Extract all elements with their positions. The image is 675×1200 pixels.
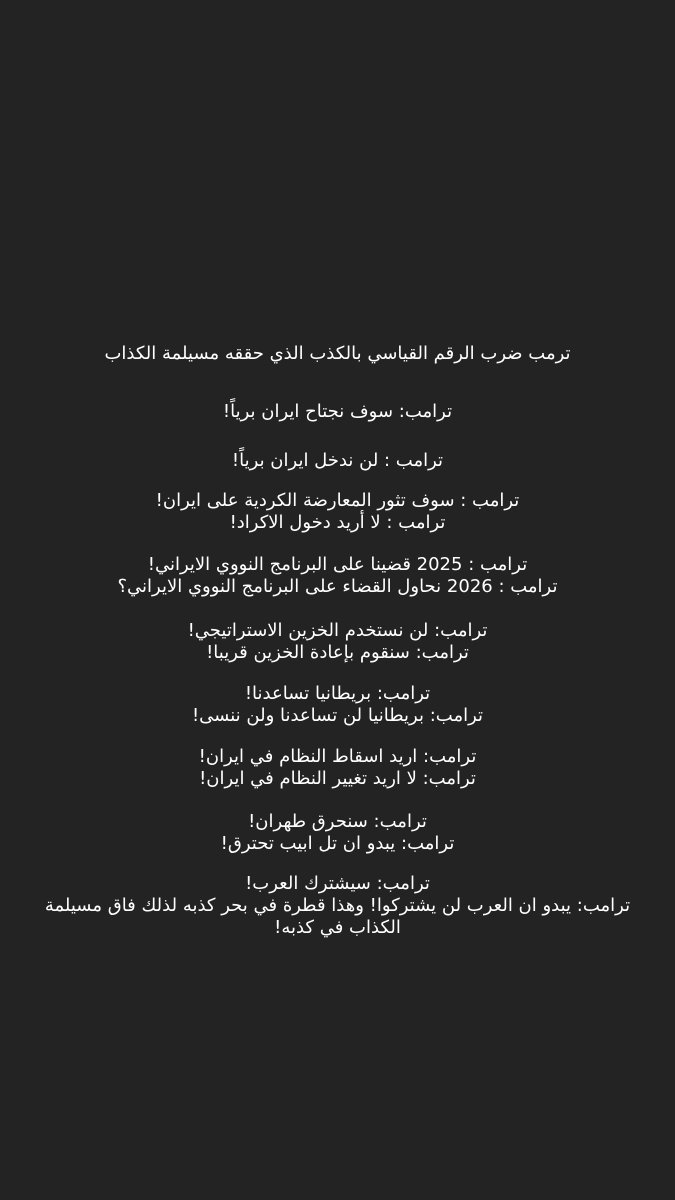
quote-line: ترامب: سنقوم بإعادة الخزين قريبا! [206, 642, 469, 663]
quote-block [30, 450, 645, 472]
quote-block [30, 554, 645, 598]
quote-block [30, 620, 645, 664]
quote-line: ترامب : 2026 نحاول القضاء على البرنامج النووي الايراني؟ [117, 576, 558, 597]
quote-line: ترامب: اريد اسقاط النظام في ايران! [198, 746, 477, 767]
quote-line: ترامب : لن ندخل ايران برياً! [231, 450, 444, 471]
quote-line: ترامب : لا أريد دخول الاكراد! [229, 512, 446, 533]
quote-line: ترامب: بريطانيا تساعدنا! [244, 683, 431, 704]
quote-line: ترامب: لا اريد تغيير النظام في ايران! [199, 768, 476, 789]
quote-line: ترامب: يبدو ان العرب لن يشتركوا! وهذا قطرة في بحر كذبه لذلك فاق مسيلمة الكذاب في كذبه! [44, 895, 631, 938]
quote-line: ترامب : 2025 قضينا على البرنامج النووي الايراني! [147, 554, 528, 575]
quote-line: ترامب: سوف نجتاح ايران برياً! [222, 401, 453, 422]
quote-block [30, 683, 645, 727]
quote-line: ترامب: بريطانيا لن تساعدنا ولن ننسى! [191, 705, 484, 726]
quote-block [30, 811, 645, 855]
quote-line: ترامب: لن نستخدم الخزين الاستراتيجي! [187, 620, 488, 641]
quote-line: ترامب: سيشترك العرب! [245, 873, 430, 894]
quote-block [30, 746, 645, 790]
story-title: ترمب ضرب الرقم القياسي بالكذب الذي حققه مسيلمة الكذاب [104, 343, 571, 364]
quote-block [30, 873, 645, 939]
quote-block [30, 490, 645, 534]
quote-line: ترامب : سوف تثور المعارضة الكردية على ايران! [155, 490, 520, 511]
quote-block [30, 401, 645, 423]
quote-line: ترامب: سنحرق طهران! [248, 811, 427, 832]
quote-line: ترامب: يبدو ان تل ابيب تحترق! [220, 833, 455, 854]
